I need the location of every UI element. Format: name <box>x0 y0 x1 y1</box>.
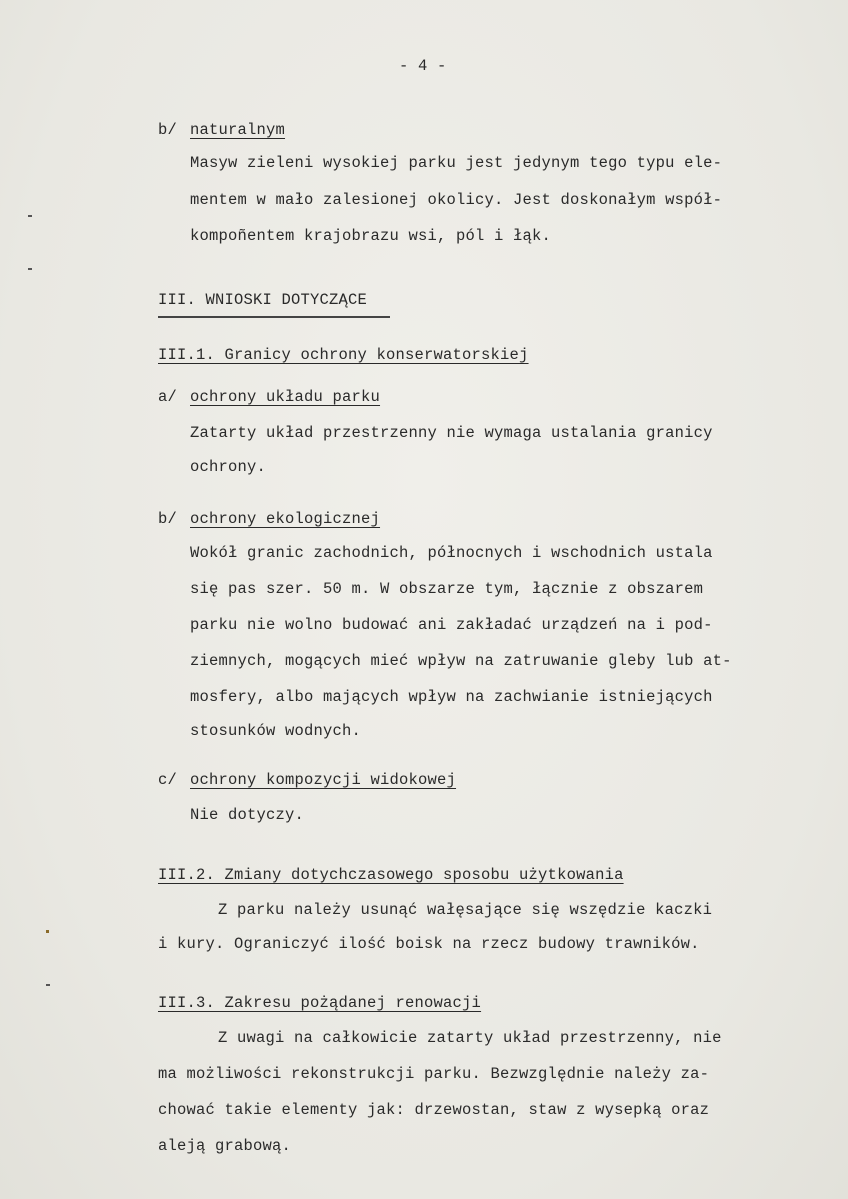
paragraph-line: ziemnych, mogących mieć wpływ na zatruwanie gleby lub at- <box>190 652 732 670</box>
margin-mark <box>28 215 32 217</box>
paragraph-line: się pas szer. 50 m. W obszarze tym, łącznie z obszarem <box>190 580 704 598</box>
subsection-title-iii1: III.1. Granicy ochrony konserwatorskiej <box>158 346 529 364</box>
paragraph-line: Masyw zieleni wysokiej parku jest jedynym tego typu ele- <box>190 154 723 172</box>
item-label-b: b/ <box>158 510 178 528</box>
item-title-natural: naturalnym <box>190 121 286 139</box>
paragraph-line: stosunków wodnych. <box>190 722 362 740</box>
paragraph-line: Wokół granic zachodnich, północnych i wschodnich ustala <box>190 544 713 562</box>
item-label-b-natural: b/ <box>158 121 178 139</box>
item-title-b: ochrony ekologicznej <box>190 510 381 528</box>
paragraph-line: parku nie wolno budować ani zakładać urządzeń na i pod- <box>190 616 713 634</box>
subsection-title-iii2: III.2. Zmiany dotychczasowego sposobu użytkowania <box>158 866 624 884</box>
section-heading-iii: III. WNIOSKI DOTYCZĄCE <box>158 291 368 309</box>
paragraph-line: Nie dotyczy. <box>190 806 305 824</box>
margin-mark <box>46 930 49 933</box>
paragraph-line: ma możliwości rekonstrukcji parku. Bezwzględnie należy za- <box>158 1065 710 1083</box>
item-label-a: a/ <box>158 388 178 406</box>
paragraph-line: mentem w mało zalesionej okolicy. Jest doskonałym współ- <box>190 191 723 209</box>
paragraph-line: Z parku należy usunąć wałęsające się wszędzie kaczki <box>218 901 713 919</box>
paragraph-line: mosfery, albo mających wpływ na zachwianie istniejących <box>190 688 713 706</box>
item-title-a: ochrony układu parku <box>190 388 381 406</box>
margin-mark <box>28 268 32 270</box>
paragraph-line: i kury. Ograniczyć ilość boisk na rzecz budowy trawników. <box>158 935 700 953</box>
paragraph-line: Zatarty układ przestrzenny nie wymaga ustalania granicy <box>190 424 713 442</box>
paragraph-line: chować takie elementy jak: drzewostan, staw z wysepką oraz <box>158 1101 710 1119</box>
item-label-c: c/ <box>158 771 178 789</box>
heading-rule <box>158 316 390 318</box>
page-number: - 4 - <box>399 57 447 75</box>
paragraph-line: Z uwagi na całkowicie zatarty układ przestrzenny, nie <box>218 1029 722 1047</box>
paragraph-line: ochrony. <box>190 458 267 476</box>
paragraph-line: aleją grabową. <box>158 1137 292 1155</box>
subsection-title-iii3: III.3. Zakresu pożądanej renowacji <box>158 994 482 1012</box>
paragraph-line: kompoñentem krajobrazu wsi, pól i łąk. <box>190 227 552 245</box>
item-title-c: ochrony kompozycji widokowej <box>190 771 457 789</box>
margin-mark <box>46 984 50 986</box>
